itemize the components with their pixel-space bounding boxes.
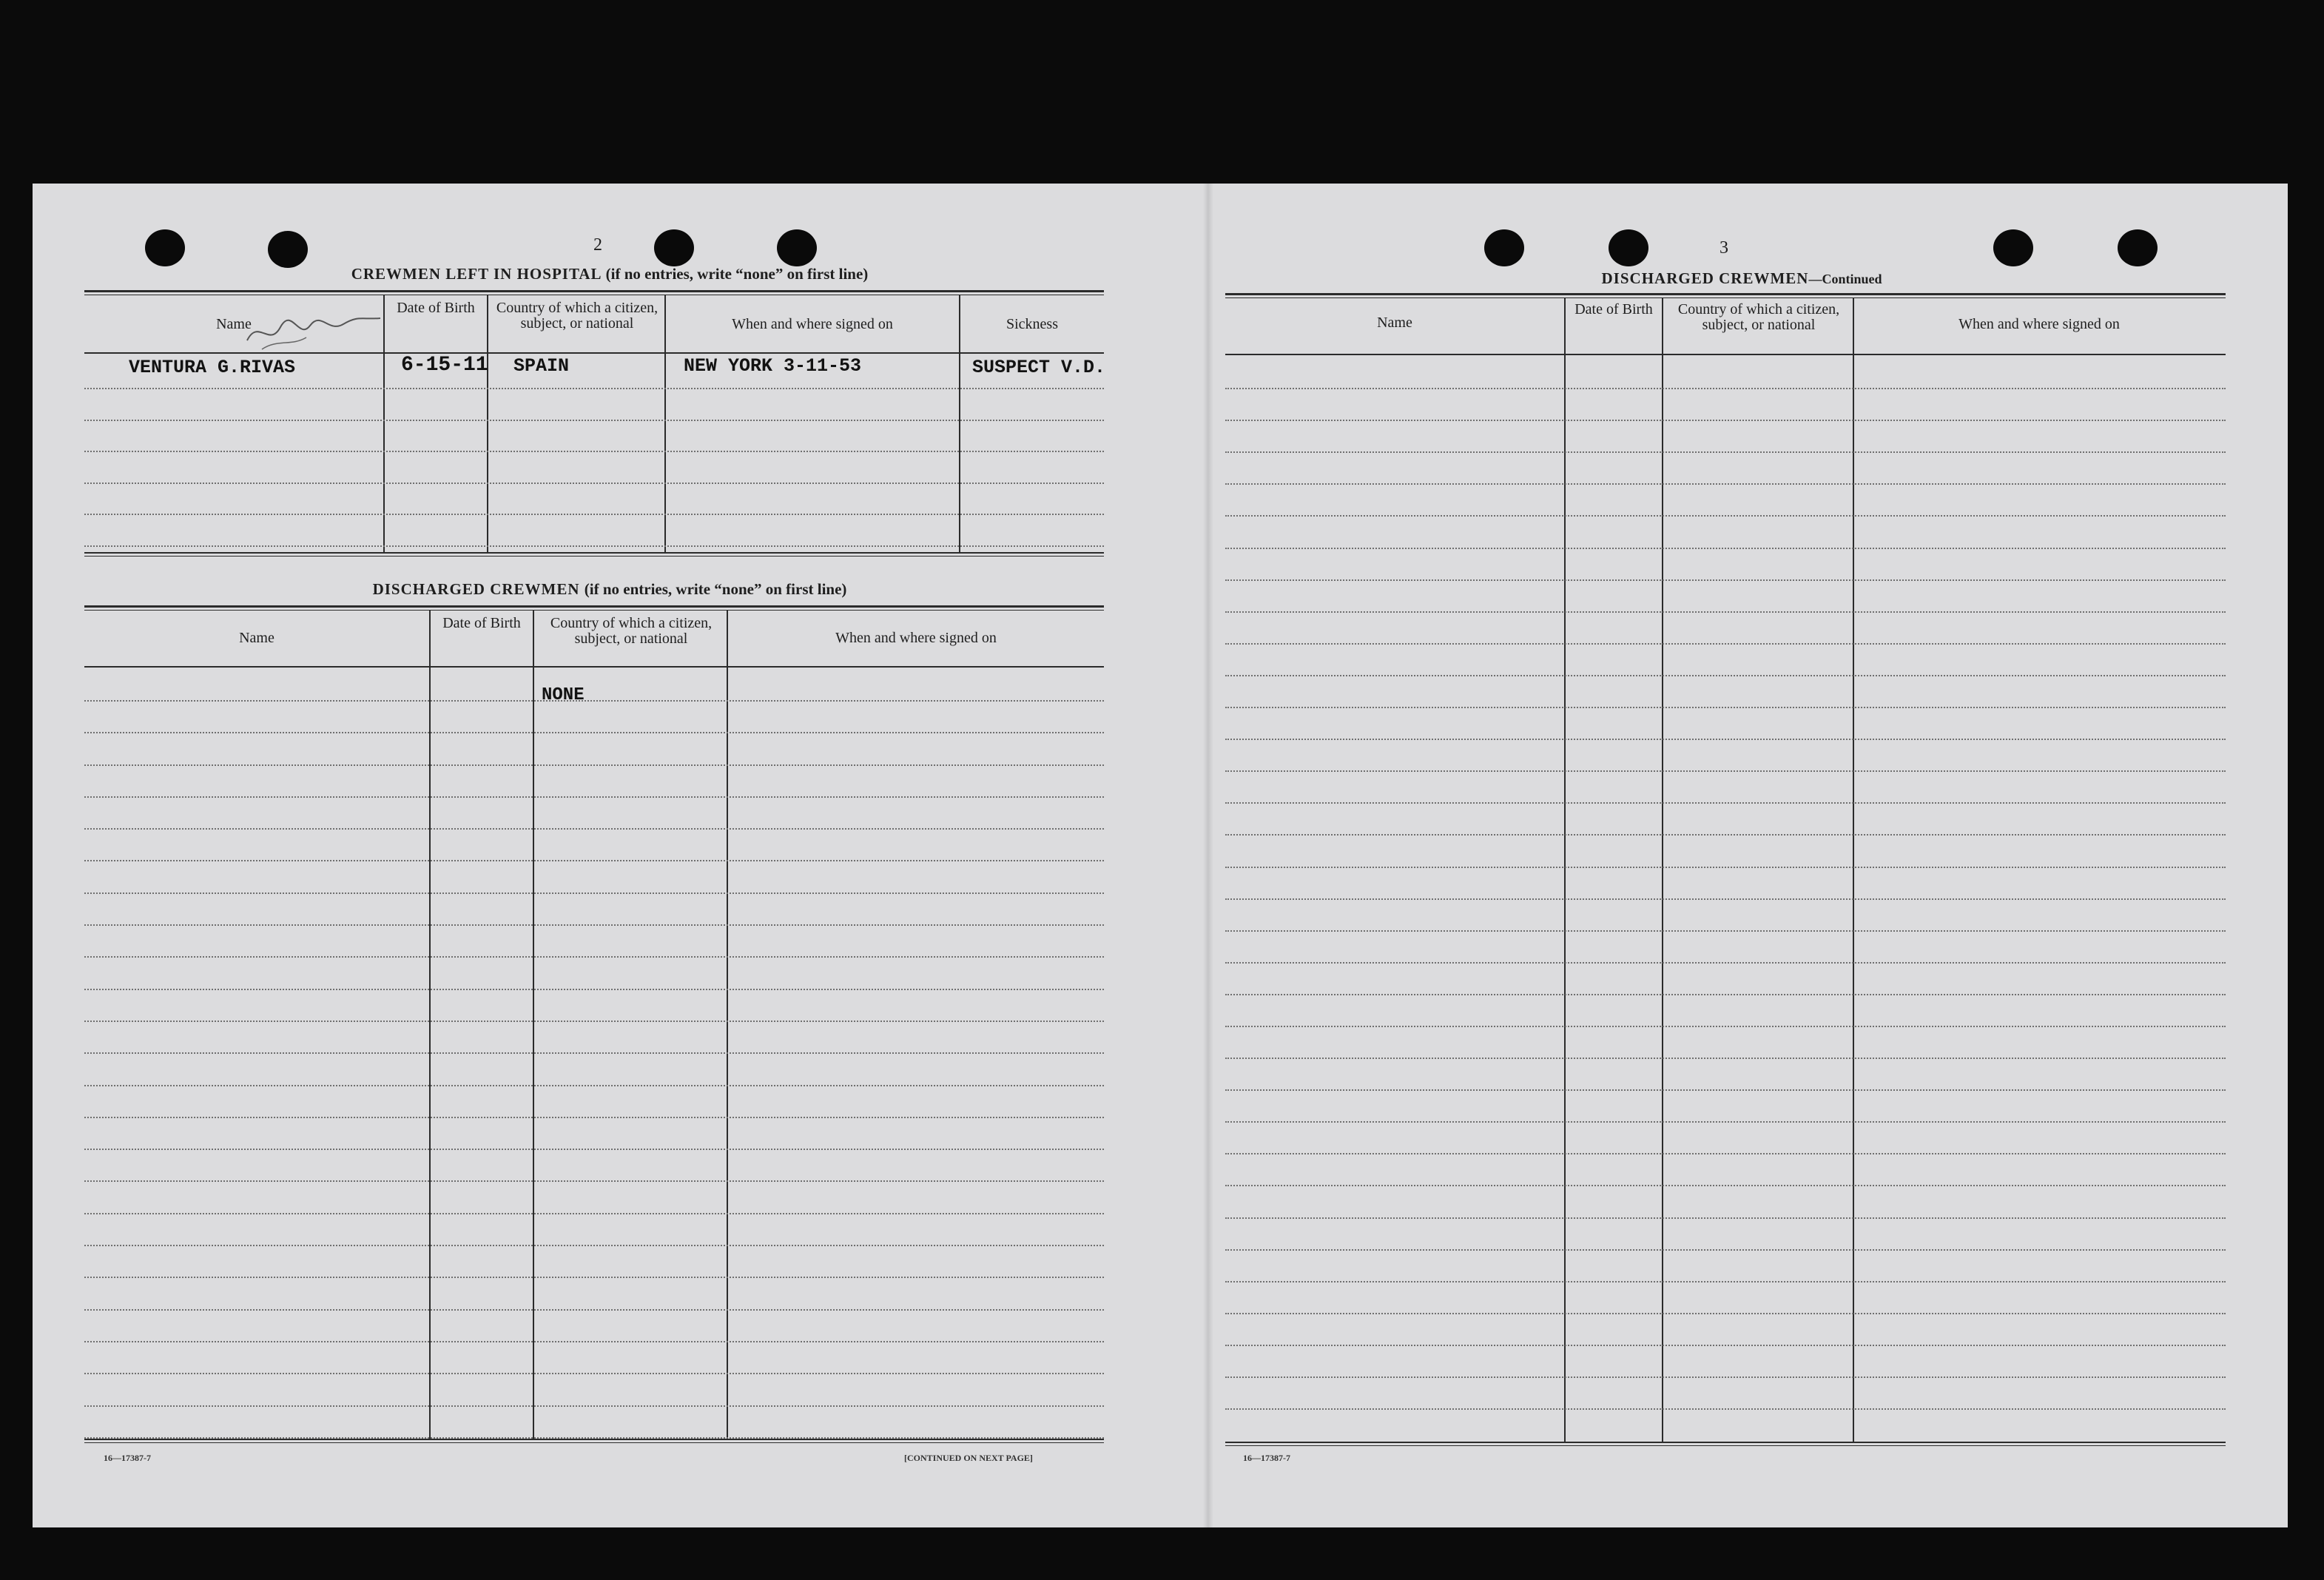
hospital-col-country: Country of which a citizen, subject, or national [496,300,659,332]
right-table-top-rule-2 [1225,297,2226,298]
hospital-row-country: SPAIN [513,355,570,377]
punch-hole [1993,229,2033,266]
discharged-col-country: Country of which a citizen, subject, or national [550,615,713,647]
ruled-line [84,1405,1104,1407]
ruled-line [1225,1058,2226,1059]
right-col-divider [1662,297,1663,1443]
hospital-col-sickness: Sickness [1006,316,1058,332]
ruled-line [1225,898,2226,900]
discharged-table-top-rule-2 [84,610,1104,611]
ruled-line [84,700,1104,702]
handwritten-notation [240,311,388,355]
ruled-line [1225,1281,2226,1283]
ruled-line [1225,1121,2226,1123]
ruled-line [1225,451,2226,453]
ruled-line [1225,1249,2226,1251]
ruled-line [84,1149,1104,1150]
ruled-line [84,545,1104,547]
ruled-line [84,860,1104,861]
right-col-divider [1564,297,1566,1443]
ruled-line [84,1309,1104,1311]
ruled-line [84,1277,1104,1278]
hospital-row-name: VENTURA G.RIVAS [129,357,296,378]
ruled-line [1225,867,2226,868]
ruled-line [84,924,1104,926]
hospital-table-bottom-rule [84,552,1104,554]
punch-hole [1609,229,1648,266]
ruled-line [1225,1313,2226,1314]
ruled-line [1225,930,2226,932]
right-col-signed-on: When and where signed on [1958,316,2120,332]
discharged-col-divider [429,610,431,1440]
hospital-header-rule [84,352,1104,354]
ruled-line [84,1021,1104,1022]
ruled-line [84,420,1104,421]
discharged-col-divider [533,610,534,1440]
ruled-line [1225,1185,2226,1186]
ruled-line [1225,1026,2226,1027]
discharged-section-title [277,580,943,599]
page-number-right: 3 [1720,238,1728,258]
hospital-col-dob: Date of Birth [397,300,475,316]
ruled-line [1225,420,2226,421]
right-title-text: DISCHARGED CREWMEN [1601,269,1809,287]
hospital-table-top-rule [84,290,1104,292]
hospital-row-signed-on: NEW YORK 3-11-53 [684,355,862,377]
ruled-line [84,388,1104,389]
punch-hole [268,231,308,268]
ruled-line [84,514,1104,515]
ruled-line [84,483,1104,484]
ruled-line [84,1373,1104,1374]
ruled-line [1225,643,2226,645]
right-title-suffix: —Continued [1808,272,1882,286]
ruled-line [1225,739,2226,740]
right-header-rule [1225,354,2226,355]
ruled-line [1225,802,2226,804]
punch-hole [2118,229,2158,266]
ruled-line [1225,1408,2226,1410]
discharged-table-bottom-rule-2 [84,1442,1104,1443]
ruled-line [84,956,1104,958]
ruled-line [1225,579,2226,581]
ruled-line [84,1052,1104,1054]
ruled-line [1225,675,2226,676]
ruled-line [84,732,1104,733]
hospital-section-title [284,265,935,283]
hospital-row-sickness: SUSPECT V.D. [972,357,1106,378]
right-table-top-rule [1225,293,2226,295]
ruled-line [84,796,1104,798]
ruled-line [84,1085,1104,1086]
discharged-col-dob: Date of Birth [442,615,521,631]
ruled-line [1225,1089,2226,1091]
discharged-none-entry: NONE [542,685,585,705]
punch-hole [654,229,694,266]
ruled-line [1225,834,2226,836]
ruled-line [1225,1345,2226,1346]
ruled-line [1225,962,2226,964]
ruled-line [1225,548,2226,549]
hospital-col-name: Name [216,316,252,332]
ruled-line [84,989,1104,990]
ruled-line [1225,515,2226,517]
ruled-line [1225,707,2226,708]
hospital-title-text: CREWMEN LEFT IN HOSPITAL [351,265,602,283]
ruled-line [1225,1217,2226,1219]
punch-hole [145,229,185,266]
hospital-title-note: (if no entries, write “none” on first line) [605,265,869,283]
form-number-right: 16—17387-7 [1243,1453,1290,1463]
hospital-table-bottom-rule-2 [84,556,1104,557]
ruled-line [84,828,1104,830]
punch-hole [777,229,817,266]
ruled-line [84,451,1104,452]
right-table-bottom-rule [1225,1442,2226,1443]
ruled-line [84,1180,1104,1182]
discharged-continued-title [1483,269,2001,288]
discharged-col-name: Name [239,630,274,646]
discharged-col-divider [727,610,728,1440]
hospital-col-signed-on: When and where signed on [732,316,893,332]
ruled-line [1225,611,2226,613]
ruled-line [84,764,1104,766]
continued-note: [CONTINUED ON NEXT PAGE] [904,1453,1033,1463]
page-fold [1203,184,1213,1527]
discharged-table-top-rule [84,605,1104,608]
form-number-left: 16—17387-7 [104,1453,151,1463]
ruled-line [1225,1153,2226,1154]
punch-hole [1484,229,1524,266]
ruled-line [84,1245,1104,1246]
right-col-divider [1853,297,1854,1443]
ruled-line [1225,483,2226,485]
ruled-line [1225,770,2226,772]
discharged-header-rule [84,666,1104,668]
ruled-line [84,892,1104,894]
discharged-title-text: DISCHARGED CREWMEN [372,580,580,598]
ruled-line [84,1117,1104,1118]
discharged-col-signed-on: When and where signed on [835,630,997,646]
right-table-bottom-rule-2 [1225,1445,2226,1446]
ruled-line [84,1213,1104,1214]
ruled-line [84,1437,1104,1439]
right-col-dob: Date of Birth [1574,301,1653,317]
discharged-table-bottom-rule [84,1439,1104,1440]
page-number-left: 2 [593,235,602,255]
hospital-row-dob: 6-15-11 [401,354,488,377]
discharged-title-note: (if no entries, write “none” on first line) [584,580,847,598]
ruled-line [1225,1376,2226,1378]
ruled-line [1225,388,2226,389]
document-sheet [33,184,2288,1527]
ruled-line [84,1341,1104,1342]
right-col-country: Country of which a citizen, subject, or national [1677,301,1840,333]
ruled-line [1225,994,2226,995]
right-col-name: Name [1377,315,1412,331]
